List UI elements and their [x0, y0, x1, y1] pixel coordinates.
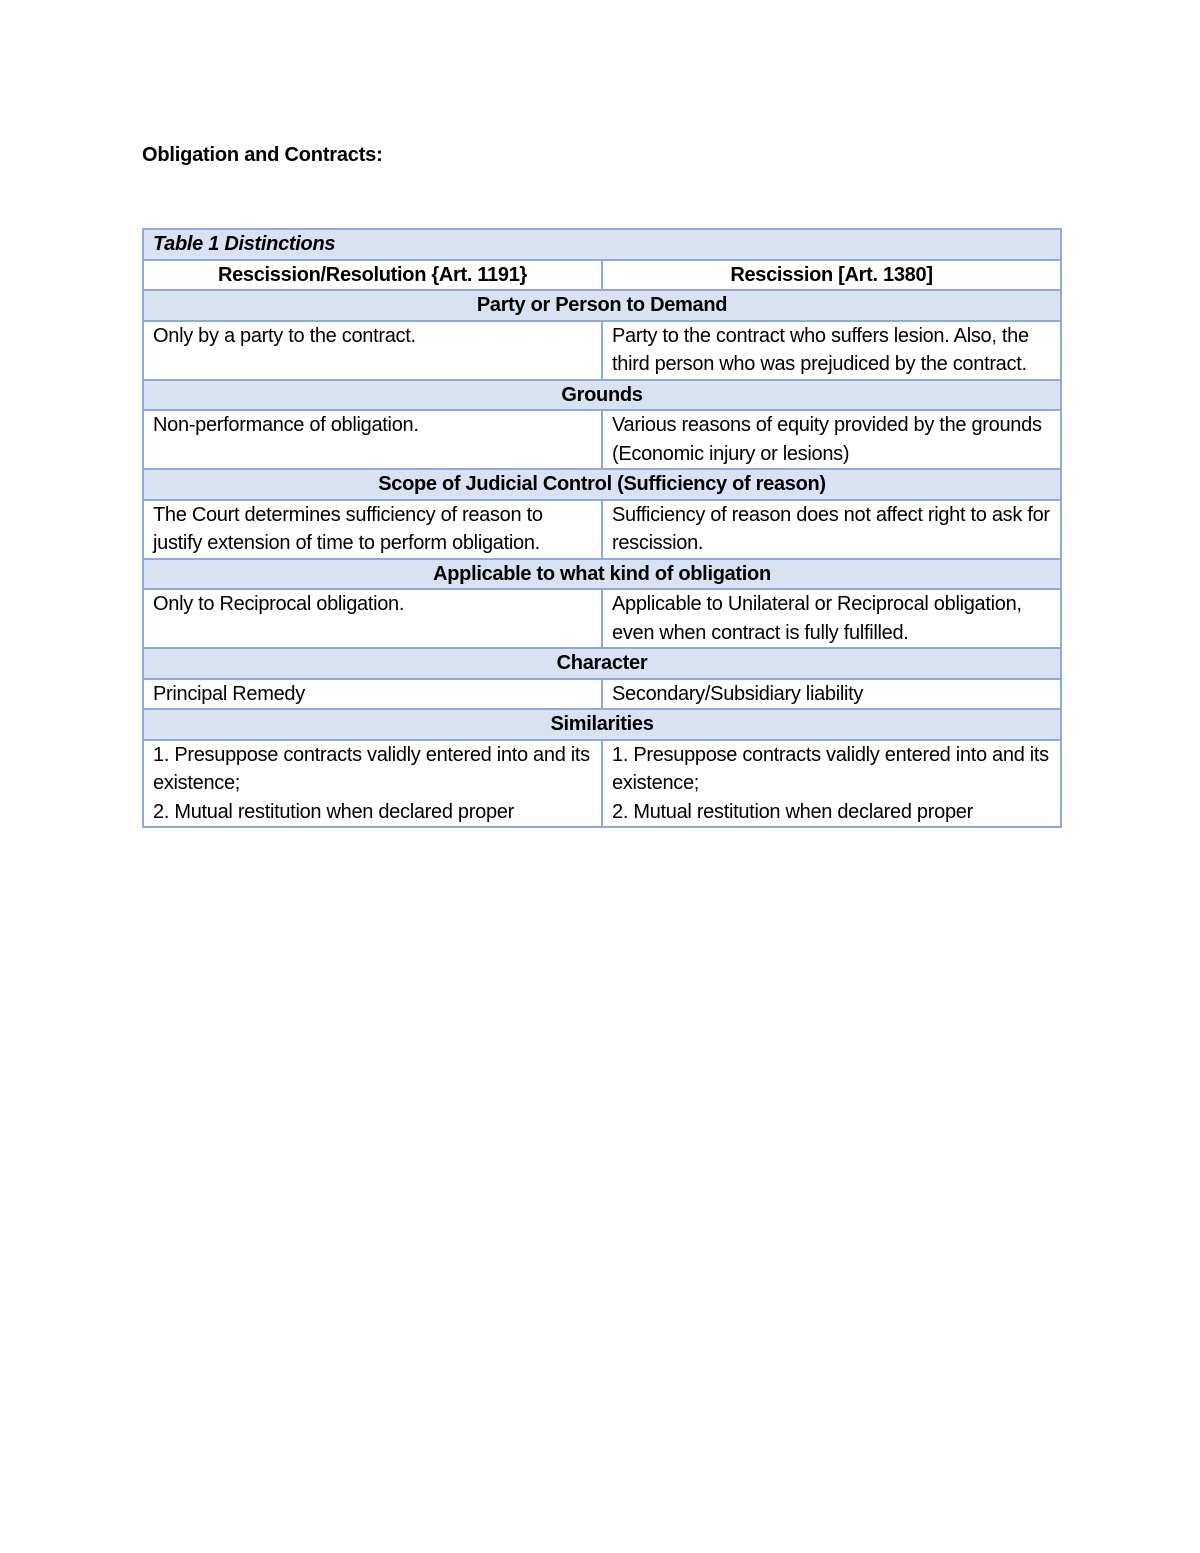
cell-line: 2. Mutual restitution when declared proper [612, 800, 973, 823]
cell-line: Principal Remedy [153, 682, 305, 705]
cell-scope-resolution [143, 500, 602, 559]
cell-line: 1. Presuppose contracts validly entered into and its existence; [612, 743, 1049, 794]
section-heading-row [143, 648, 1061, 679]
cell-character-rescission [602, 679, 1061, 710]
cell-applicable-rescission [602, 589, 1061, 648]
table-caption-row [143, 229, 1061, 260]
cell-line: Applicable to Unilateral or Reciprocal obligation, even when contract is fully fulfilled. [612, 593, 1022, 644]
table-row [143, 740, 1061, 828]
cell-line: Only to Reciprocal obligation. [153, 593, 405, 615]
cell-scope-rescission [602, 500, 1061, 559]
cell-similarities-resolution [143, 740, 602, 828]
section-heading-character: Character [143, 648, 1061, 679]
column-header-row [143, 260, 1061, 291]
cell-applicable-resolution [143, 589, 602, 648]
cell-similarities-rescission [602, 740, 1061, 828]
cell-line: The Court determines sufficiency of reason to justify extension of time to perform obligation. [153, 503, 543, 554]
cell-line: Various reasons of equity provided by the grounds (Economic injury or lesions) [612, 414, 1042, 465]
cell-grounds-resolution [143, 410, 602, 469]
cell-grounds-rescission [602, 410, 1061, 469]
section-heading-similarities: Similarities [143, 709, 1061, 740]
cell-character-resolution [143, 679, 602, 710]
section-heading-row [143, 469, 1061, 500]
cell-party-rescission [602, 321, 1061, 380]
table-row [143, 410, 1061, 469]
table-row [143, 589, 1061, 648]
section-heading-applicable: Applicable to what kind of obligation [143, 559, 1061, 590]
column-header-resolution: Rescission/Resolution {Art. 1191} [143, 260, 602, 291]
table-row [143, 321, 1061, 380]
column-header-rescission: Rescission [Art. 1380] [602, 260, 1061, 291]
cell-line: 2. Mutual restitution when declared proper [153, 800, 514, 823]
section-heading-party: Party or Person to Demand [143, 290, 1061, 321]
table-row [143, 500, 1061, 559]
cell-line: Party to the contract who suffers lesion. Also, the third person who was prejudiced by the contract. [612, 324, 1029, 375]
table-row [143, 679, 1061, 710]
cell-line: Only by a party to the contract. [153, 324, 416, 347]
section-heading-scope: Scope of Judicial Control (Sufficiency of reason) [143, 469, 1061, 500]
section-heading-row [143, 709, 1061, 740]
distinctions-table [142, 228, 1062, 828]
section-heading-row [143, 290, 1061, 321]
cell-party-resolution [143, 321, 602, 380]
section-heading-row [143, 380, 1061, 411]
cell-line: Non-performance of obligation. [153, 414, 419, 436]
table-caption: Table 1 Distinctions [143, 229, 1061, 260]
cell-line: 1. Presuppose contracts validly entered into and its existence; [153, 743, 590, 794]
cell-line: Sufficiency of reason does not affect right to ask for rescission. [612, 503, 1050, 554]
section-heading-grounds: Grounds [143, 380, 1061, 411]
cell-line: Secondary/Subsidiary liability [612, 682, 864, 705]
section-heading-row [143, 559, 1061, 590]
document-title: Obligation and Contracts: [142, 144, 383, 166]
